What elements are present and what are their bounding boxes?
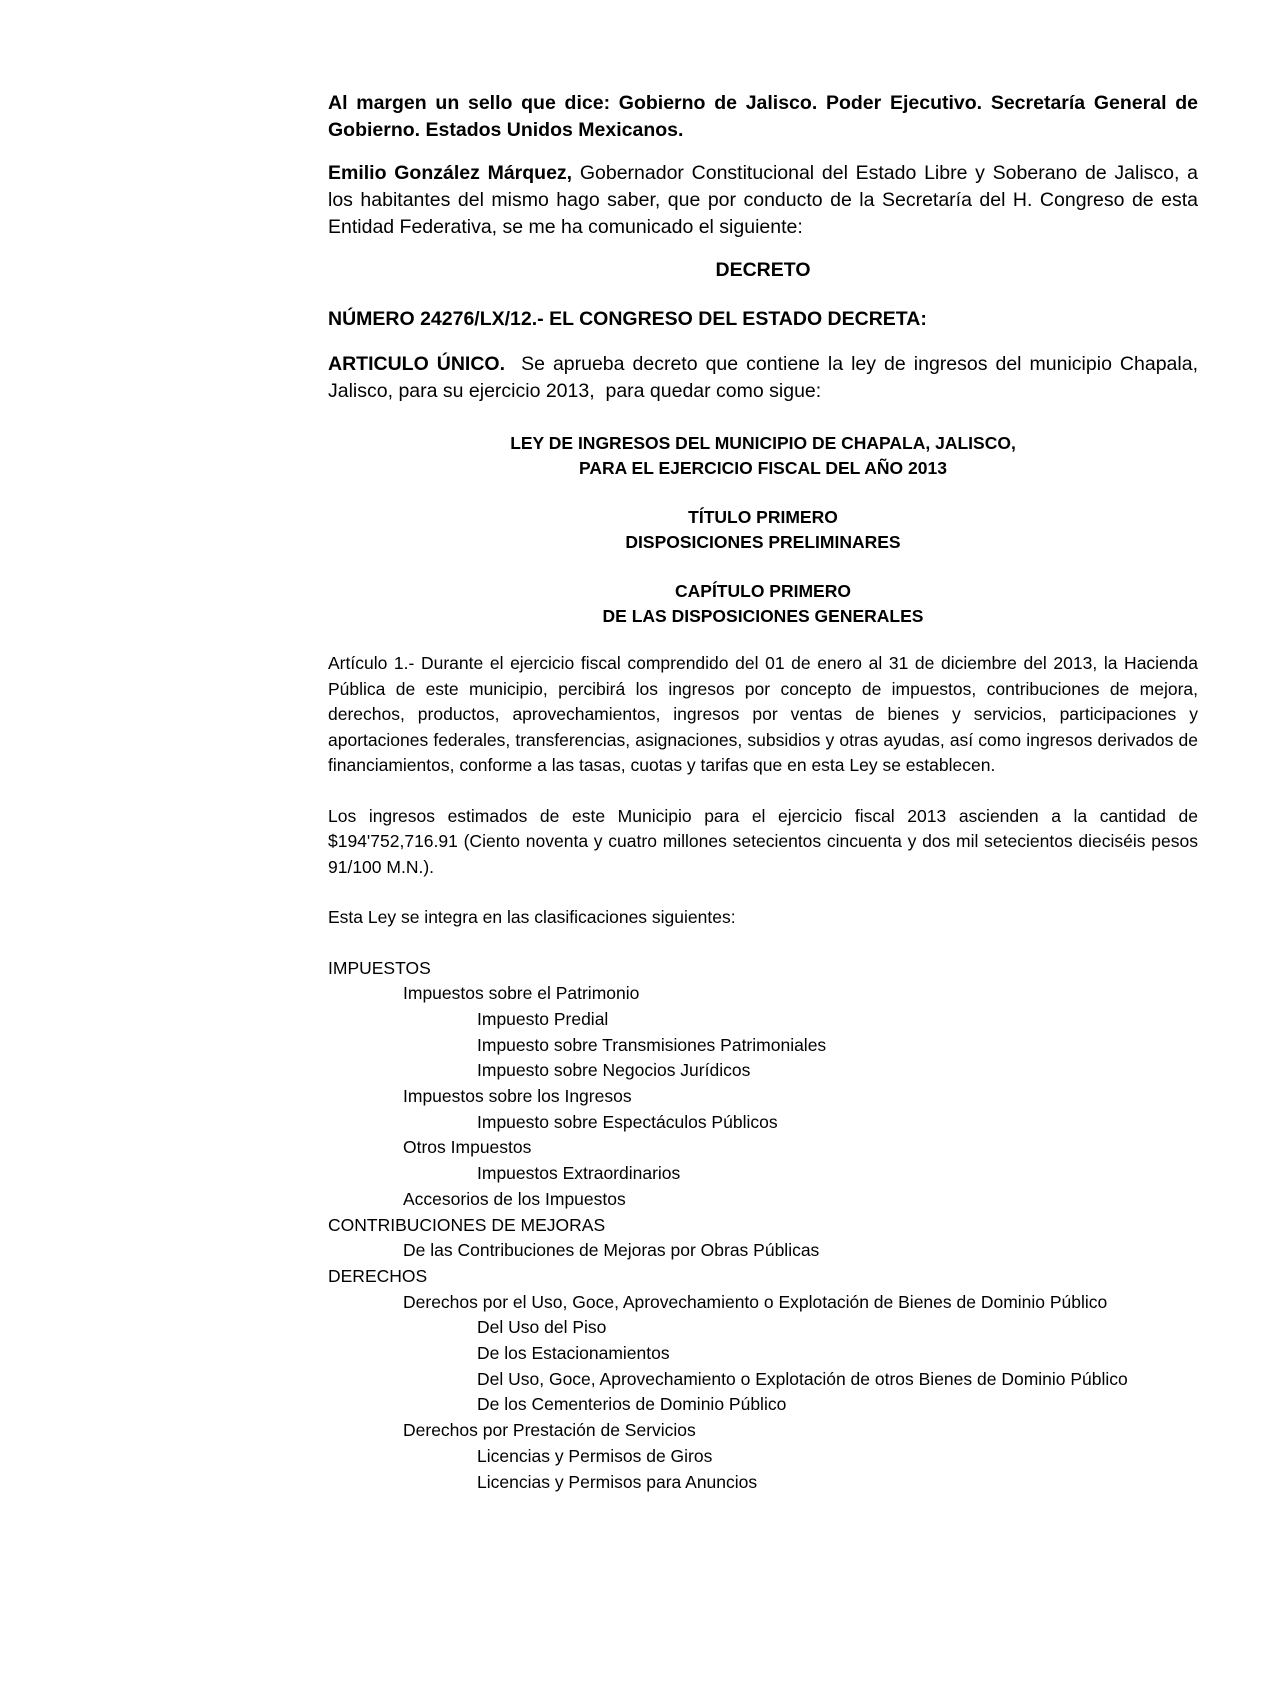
classification-item: Impuesto sobre Negocios Jurídicos bbox=[477, 1060, 751, 1081]
ley-title-line2: PARA EL EJERCICIO FISCAL DEL AÑO 2013 bbox=[579, 458, 947, 478]
classification-item: Impuesto sobre Espectáculos Públicos bbox=[477, 1111, 778, 1132]
classification-item: DERECHOS bbox=[328, 1265, 428, 1286]
ley-title bbox=[328, 431, 1198, 481]
titulo-heading bbox=[328, 505, 1198, 555]
classification-item: Del Uso, Goce, Aprovechamiento o Explotación de otros Bienes de Dominio Público bbox=[477, 1368, 1128, 1389]
classification-item: Impuestos sobre el Patrimonio bbox=[403, 983, 640, 1004]
capitulo-line2: DE LAS DISPOSICIONES GENERALES bbox=[602, 606, 924, 626]
classification-item: Accesorios de los Impuestos bbox=[403, 1188, 626, 1209]
classification-item: Licencias y Permisos de Giros bbox=[477, 1445, 713, 1466]
classification-item: Derechos por Prestación de Servicios bbox=[403, 1420, 696, 1441]
classification-item: De los Cementerios de Dominio Público bbox=[477, 1394, 787, 1415]
intro-text: Gobernador Constitucional del Estado Libre y Soberano de Jalisco, a los habitantes del mismo hago saber, que por conducto de la Secretaría del H. Congreso de esta Entidad Federativa, se me ha comunicado el siguiente: bbox=[328, 162, 1198, 238]
governor-name: Emilio González Márquez, bbox=[328, 162, 573, 184]
integra-line: Esta Ley se integra en las clasificaciones siguientes: bbox=[328, 907, 736, 927]
classification-item: Licencias y Permisos para Anuncios bbox=[477, 1471, 758, 1492]
intro-paragraph bbox=[328, 160, 1198, 241]
document-body bbox=[328, 90, 1209, 1511]
classification-list bbox=[328, 956, 1198, 1496]
articulo-unico-paragraph bbox=[328, 351, 1209, 405]
capitulo-heading bbox=[328, 579, 1198, 629]
capitulo-line1: CAPÍTULO PRIMERO bbox=[675, 581, 851, 601]
articulo-unico-text: Se aprueba decreto que contiene la ley de ingresos del municipio Chapala, Jalisco, para su ejercicio 2013, para quedar como sigue: bbox=[328, 353, 1209, 402]
titulo-line2: DISPOSICIONES PRELIMINARES bbox=[625, 532, 901, 552]
classification-item: Impuestos Extraordinarios bbox=[477, 1163, 681, 1184]
ley-title-line1: LEY DE INGRESOS DEL MUNICIPIO DE CHAPALA, JALISCO, bbox=[510, 433, 1016, 453]
articulo-1-paragraph: Artículo 1.- Durante el ejercicio fiscal comprendido del 01 de enero al 31 de diciembre del 2013, la Hacienda Pública de este municipio, percibirá los ingresos por concepto de impuestos, contribuciones de mejora, derechos, productos, aprovechamientos, ingresos por ventas de bienes y servicios, participaciones y aportaciones federales, transferencias, asignaciones, subsidios y otras ayudas, así como ingresos derivados de financiamientos, conforme a las tasas, cuotas y tarifas que en esta Ley se establecen. bbox=[328, 653, 1198, 775]
classification-item: Impuesto Predial bbox=[477, 1008, 609, 1029]
ingresos-estimados-paragraph: Los ingresos estimados de este Municipio para el ejercicio fiscal 2013 ascienden a la cantidad de $194'752,716.91 (Ciento noventa y cuatro millones setecientos cincuenta y dos mil setecientos dieciséis pesos 91/100 M.N.). bbox=[328, 805, 1198, 877]
classification-item: Otros Impuestos bbox=[403, 1137, 532, 1158]
classification-item: Impuesto sobre Transmisiones Patrimoniales bbox=[477, 1034, 827, 1055]
classification-item: CONTRIBUCIONES DE MEJORAS bbox=[328, 1214, 606, 1235]
titulo-line1: TÍTULO PRIMERO bbox=[688, 507, 838, 527]
seal-line: Al margen un sello que dice: Gobierno de Jalisco. Poder Ejecutivo. Secretaría General de Gobierno. Estados Unidos Mexicanos. bbox=[328, 92, 1198, 141]
numero-line: NÚMERO 24276/LX/12.- EL CONGRESO DEL ESTADO DECRETA: bbox=[328, 308, 927, 330]
classification-item: De los Estacionamientos bbox=[477, 1343, 670, 1364]
classification-item: IMPUESTOS bbox=[328, 957, 431, 978]
classification-item: Del Uso del Piso bbox=[477, 1317, 607, 1338]
articulo-unico-label: ARTICULO ÚNICO. bbox=[328, 353, 506, 375]
decreto-heading: DECRETO bbox=[715, 259, 811, 281]
classification-item: Derechos por el Uso, Goce, Aprovechamiento o Explotación de Bienes de Dominio Público bbox=[403, 1291, 1108, 1312]
classification-item: Impuestos sobre los Ingresos bbox=[403, 1086, 632, 1107]
classification-item: De las Contribuciones de Mejoras por Obras Públicas bbox=[403, 1240, 820, 1261]
